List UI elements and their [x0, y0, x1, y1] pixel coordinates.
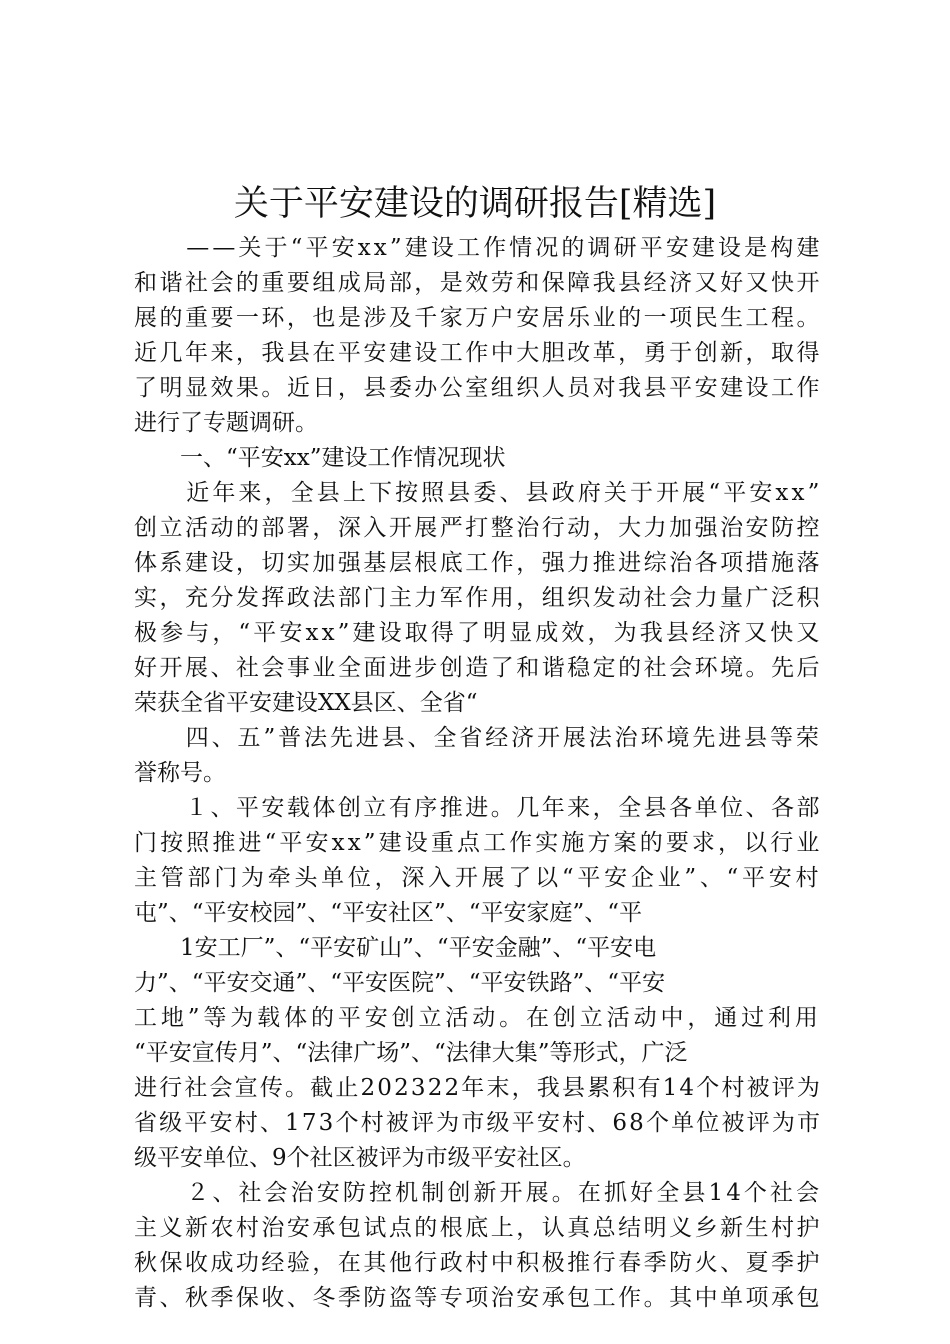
text-line: 好开展、社会事业全面进步创造了和谐稳定的社会环境。先后: [134, 655, 822, 681]
text-line: 青、秋季保收、冬季防盗等专项治安承包工作。其中单项承包: [134, 1285, 822, 1311]
text-line: 近几年来，我县在平安建设工作中大胆改革，勇于创新，取得: [134, 340, 822, 366]
text-line: 一、“平安xx”建设工作情况现状: [134, 445, 506, 471]
text-line: 主管部门为牵头单位，深入开展了以“平安企业”、“平安村: [134, 865, 823, 891]
text-line: 荣获全省平安建设XX县区、全省“: [134, 690, 478, 716]
text-line: 力”、“平安交通”、“平安医院”、“平安铁路”、“平安: [134, 970, 666, 996]
text-line: 创立活动的部署，深入开展严打整治行动，大力加强治安防控: [134, 515, 822, 541]
document-title: 关于平安建设的调研报告[精选]: [233, 184, 717, 224]
text-line: 展的重要一环，也是涉及千家万户安居乐业的一项民生工程。: [134, 305, 822, 331]
text-line: 秋保收成功经验，在其他行政村中积极推行春季防火、夏季护: [134, 1250, 822, 1276]
text-line: 门按照推进“平安xx”建设重点工作实施方案的要求，以行业: [134, 830, 823, 856]
text-line: 屯”、“平安校园”、“平安社区”、“平安家庭”、“平: [134, 900, 643, 926]
text-line: 体系建设，切实加强基层根底工作，强力推进综治各项措施落: [134, 550, 822, 576]
text-line: 实，充分发挥政法部门主力军作用，组织发动社会力量广泛积: [134, 585, 822, 611]
text-line: ２、社会治安防控机制创新开展。在抓好全县14个社会: [134, 1180, 823, 1206]
text-line: 近年来，全县上下按照县委、县政府关于开展“平安xx”: [134, 480, 823, 506]
text-line: 省级平安村、173个村被评为市级平安村、68个单位被评为市: [134, 1110, 823, 1136]
text-line: 和谐社会的重要组成局部，是效劳和保障我县经济又好又快开: [134, 270, 822, 296]
text-line: 了明显效果。近日，县委办公室组织人员对我县平安建设工作: [134, 375, 822, 401]
text-line: 誉称号。: [134, 760, 226, 786]
text-line: 工地”等为载体的平安创立活动。在创立活动中，通过利用: [134, 1005, 822, 1031]
text-line: １、平安载体创立有序推进。几年来，全县各单位、各部: [134, 795, 822, 821]
text-line: 极参与，“平安xx”建设取得了明显成效，为我县经济又快又: [134, 620, 823, 646]
text-line: ——关于“平安xx”建设工作情况的调研平安建设是构建: [134, 235, 823, 261]
text-line: 进行了专题调研。: [134, 410, 318, 436]
text-line: “平安宣传月”、“法律广场”、“法律大集”等形式，广泛: [134, 1040, 688, 1066]
text-line: 主义新农村治安承包试点的根底上，认真总结明义乡新生村护: [134, 1215, 822, 1241]
text-line: 级平安单位、9个社区被评为市级平安社区。: [134, 1145, 586, 1171]
text-line: 1安工厂”、“平安矿山”、“平安金融”、“平安电: [134, 935, 657, 961]
text-line: 四、五”普法先进县、全省经济开展法治环境先进县等荣: [134, 725, 822, 751]
text-line: 进行社会宣传。截止202322年末，我县累积有14个村被评为: [134, 1075, 823, 1101]
